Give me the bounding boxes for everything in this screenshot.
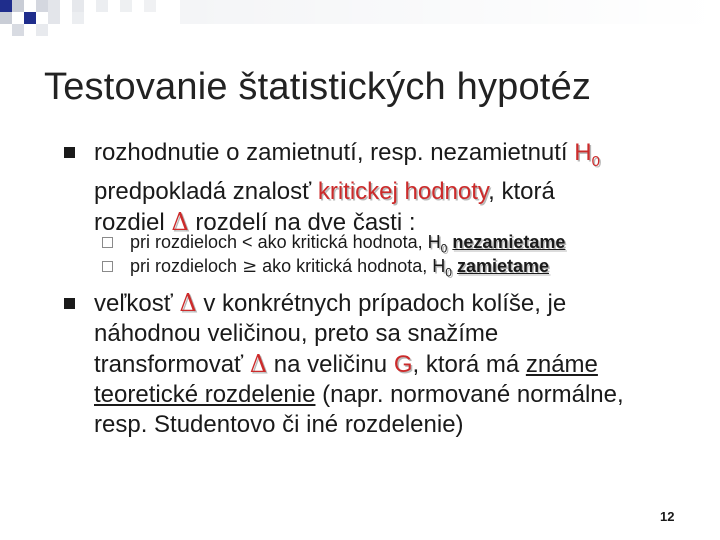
delta-symbol: Δ: [171, 207, 189, 236]
checkbox-bullet-icon: [102, 261, 113, 272]
bullet-2-line-1: veľkosť Δ v konkrétnych prípadoch kolíše, je: [94, 289, 567, 317]
h0-symbol: $H_0$: [432, 256, 452, 280]
bullet-1-line-2: predpokladá znalosť kritickej hodnoty, ktorá: [94, 177, 555, 205]
theoretical-distribution-term: teoretické rozdelenie: [94, 381, 316, 408]
slide-number: 12: [660, 509, 675, 524]
delta-symbol: Δ: [249, 350, 268, 378]
bullet-1-line-3: rozdiel Δ rozdelí na dve časti :: [94, 207, 416, 236]
checkbox-bullet-icon: [102, 237, 113, 248]
bullet-1-text: [94, 138, 600, 238]
bullet-marker: [64, 298, 75, 309]
sub-bullet-1: pri rozdieloch < ako kritická hodnota, $H_0$ nezamietame: [130, 232, 566, 256]
critical-value-term: kritickej hodnoty: [317, 177, 489, 205]
bullet-marker: [64, 147, 75, 158]
decorative-header-squares: [0, 0, 720, 40]
h0-symbol: $H_0$: [427, 232, 448, 256]
g-symbol: G: [393, 351, 413, 378]
reject-label: zamietame: [456, 256, 550, 276]
page-title: Testovanie štatistických hypotéz: [44, 66, 592, 108]
not-reject-label: nezamietame: [452, 232, 566, 252]
ge-symbol: ≥: [242, 256, 258, 277]
bullet-2-line-5: resp. Studentovo či iné rozdelenie): [94, 411, 464, 438]
h0-symbol: $H_0$: [574, 139, 600, 170]
known-term: známe: [525, 351, 598, 378]
bullet-2-text: [94, 288, 624, 440]
bullet-2-line-2: náhodnou veličinou, preto sa snažíme: [94, 320, 499, 347]
sub-bullet-2: pri rozdieloch ≥ ako kritická hodnota, $H_0$ zamietame: [130, 256, 550, 280]
bullet-1-line-1: rozhodnutie o zamietnutí, resp. nezamietnutí $H_0$: [94, 139, 600, 170]
bullet-2-line-4: teoretické rozdelenie (napr. normované normálne,: [94, 381, 624, 408]
delta-symbol: Δ: [179, 289, 197, 317]
bullet-2-line-3: transformovať Δ na veličinu G, ktorá má známe: [94, 350, 598, 378]
